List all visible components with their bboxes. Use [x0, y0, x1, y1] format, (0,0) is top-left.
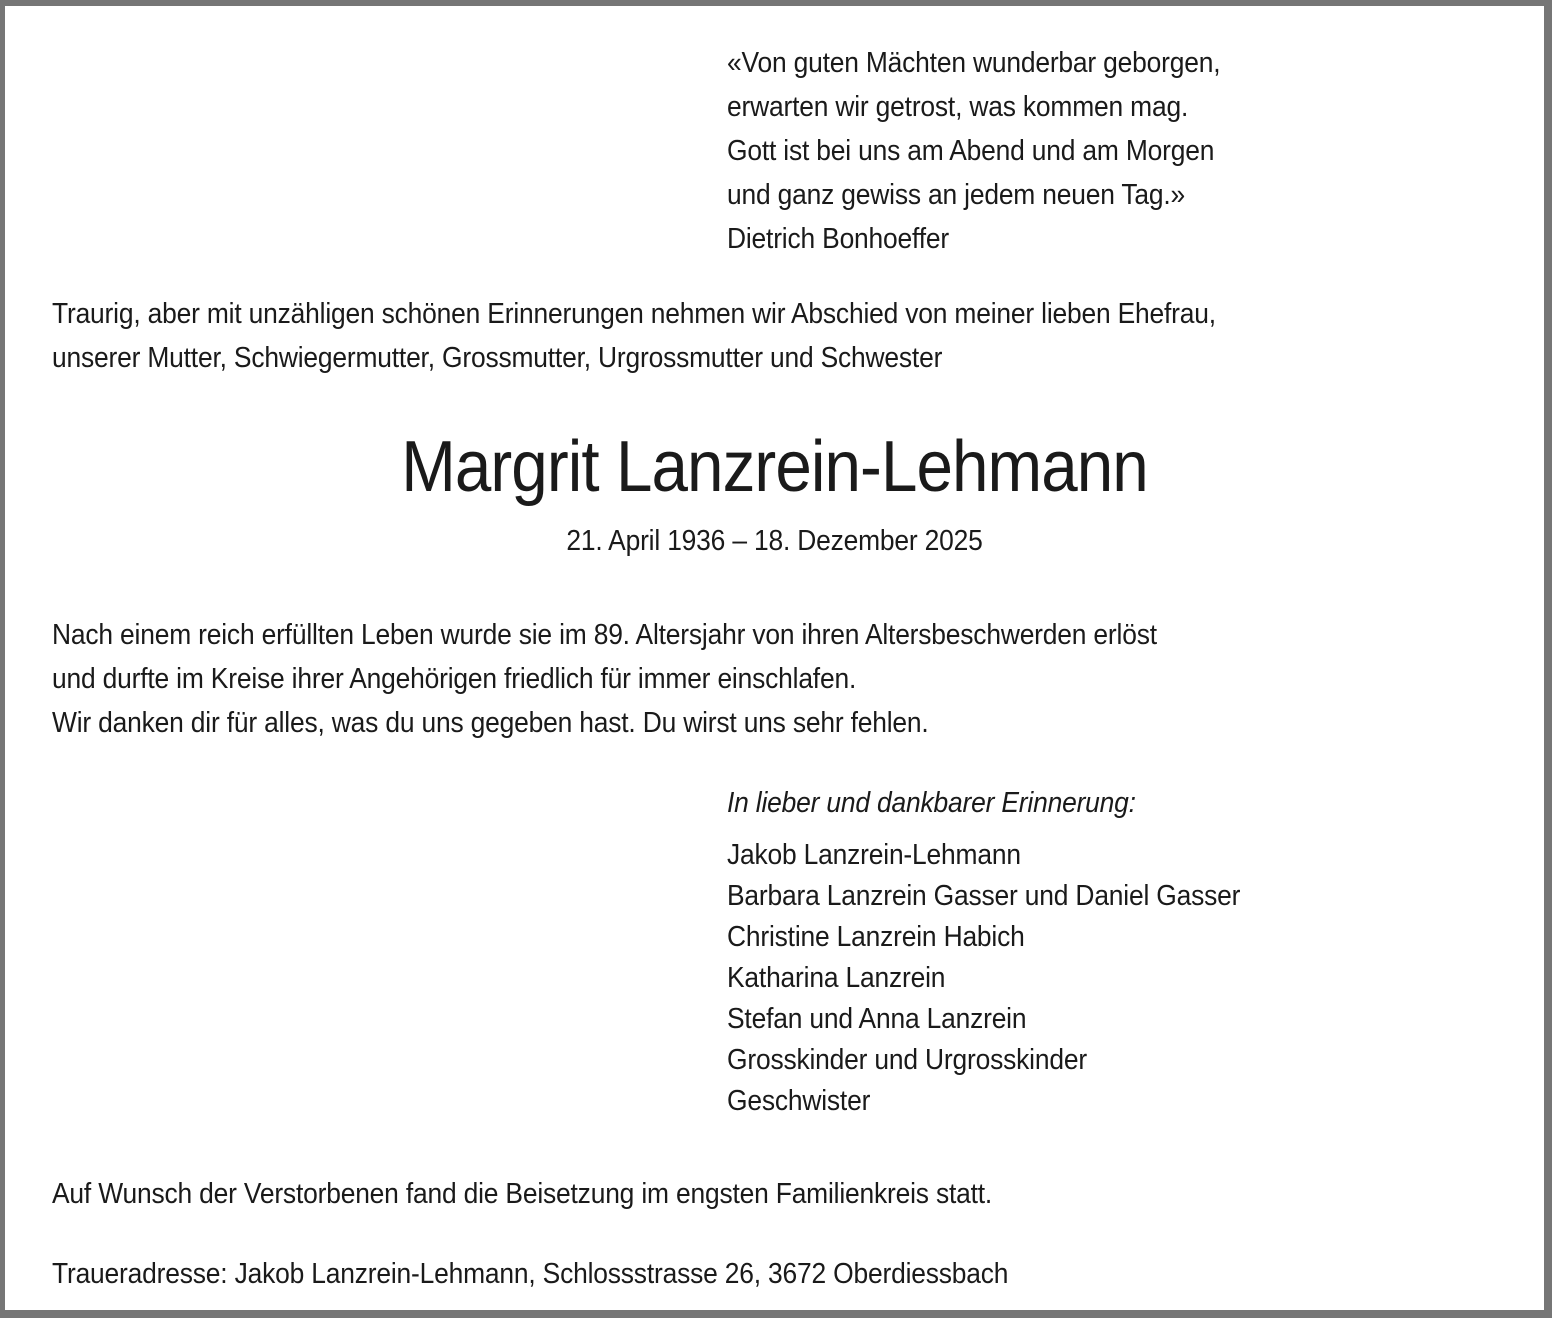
mourner-name: Christine Lanzrein Habich	[727, 921, 1025, 953]
quote-attribution: Dietrich Bonhoeffer	[727, 223, 949, 255]
deceased-name: Margrit Lanzrein-Lehmann	[401, 427, 1148, 507]
memoriam-label: In lieber und dankbarer Erinnerung:	[727, 787, 1136, 819]
obituary-line: und durfte im Kreise ihrer Angehörigen friedlich für immer einschlafen.	[52, 663, 857, 695]
intro-line: Traurig, aber mit unzähligen schönen Erinnerungen nehmen wir Abschied von meiner lieben Ehefrau,	[52, 298, 1216, 330]
mourner-name: Katharina Lanzrein	[727, 962, 946, 994]
obituary-line: Nach einem reich erfüllten Leben wurde sie im 89. Altersjahr von ihren Altersbeschwerden erlöst	[52, 619, 1157, 651]
mourning-address: Traueradresse: Jakob Lanzrein-Lehmann, Schlossstrasse 26, 3672 Oberdiessbach	[52, 1258, 1009, 1290]
mourner-name: Barbara Lanzrein Gasser und Daniel Gasser	[727, 880, 1241, 912]
quote-line: und ganz gewiss an jedem neuen Tag.»	[727, 179, 1186, 211]
obituary-paragraph	[52, 613, 1410, 745]
mourner-name: Jakob Lanzrein-Lehmann	[727, 839, 1021, 871]
mourner-name: Stefan und Anna Lanzrein	[727, 1003, 1027, 1035]
intro-line: unserer Mutter, Schwiegermutter, Grossmutter, Urgrossmutter und Schwester	[52, 342, 943, 374]
quote-line: «Von guten Mächten wunderbar geborgen,	[727, 47, 1221, 79]
quote-line: erwarten wir getrost, was kommen mag.	[727, 91, 1189, 123]
mourner-name: Geschwister	[727, 1085, 871, 1117]
life-dates: 21. April 1936 – 18. Dezember 2025	[566, 525, 983, 557]
funeral-note: Auf Wunsch der Verstorbenen fand die Beisetzung im engsten Familienkreis statt.	[52, 1178, 993, 1210]
mourners-list	[727, 835, 1470, 1122]
quote-line: Gott ist bei uns am Abend und am Morgen	[727, 135, 1215, 167]
obituary-line: Wir danken dir für alles, was du uns gegeben hast. Du wirst uns sehr fehlen.	[52, 707, 929, 739]
opening-quote	[727, 41, 1470, 261]
intro-paragraph	[52, 292, 1410, 380]
mourner-name: Grosskinder und Urgrosskinder	[727, 1044, 1087, 1076]
